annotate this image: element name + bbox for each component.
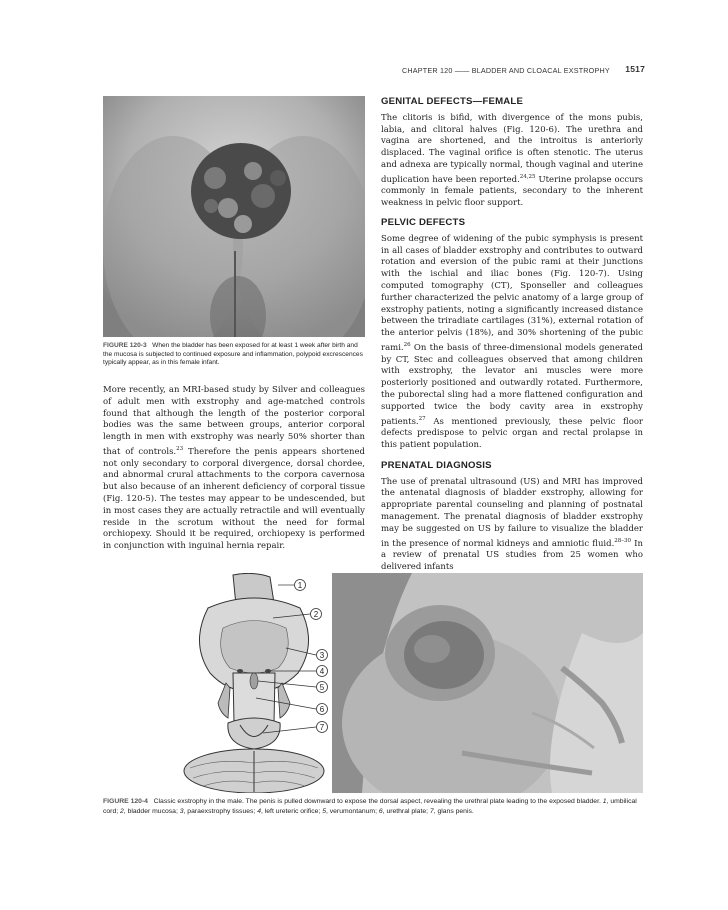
caption-text: Classic exstrophy in the male. The penis is pulled downward to expose the dorsal aspect, revealing the urethral plate leading to the exposed bladder. <box>153 798 603 805</box>
legend-number: 2 <box>120 808 124 815</box>
callout-label: 7 <box>319 723 325 732</box>
citation: 26 <box>403 341 411 348</box>
legend-text: left ureteric orifice <box>264 808 319 815</box>
figure-label: FIGURE 120-4 <box>103 798 148 805</box>
legend-number: 3 <box>179 808 184 815</box>
section-heading: PELVIC DEFECTS <box>381 217 466 228</box>
callout-label: 4 <box>319 667 325 676</box>
legend-text: verumontanum <box>329 808 376 815</box>
figure-120-3-photo <box>103 96 365 337</box>
paragraph: The clitoris is bifid, with divergence of the mons pubis, labia, and clitoral halves (Fig. 120-6). The urethra and vagina are shortened, and the introitus is anteriorly displaced. The vaginal orifice is often stenotic. The uterus and adnexa are typically normal, though vaginal and uterine duplication have been reported.$^{24,25}$ Uterine prolapse occurs commonly in female patients, secondary to the inherent weakness in pelvic floor support. <box>381 112 644 209</box>
paragraph: The use of prenatal ultrasound (US) and MRI has improved the antenatal diagnosis of bladder exstrophy, allowing for appropriate parental counseling and planning of postnatal management. The prenatal diagnosis of bladder exstrophy may be suggested on US by failure to visualize the bladder in the presence of normal kidneys and amniotic fluid.$^{28-30}$ In a review of prenatal US studies from 25 women who delivered infants <box>381 476 643 572</box>
legend-number: 4 <box>257 808 261 815</box>
legend-number: 6 <box>378 808 383 815</box>
citation: 23 <box>176 445 184 452</box>
legend-text: paraexstrophy tissues <box>187 808 254 815</box>
callout-label: 6 <box>319 705 325 714</box>
callout-label: 3 <box>319 651 325 660</box>
section-heading: GENITAL DEFECTS—FEMALE <box>381 96 524 107</box>
legend-text: umbilical cord <box>103 798 637 815</box>
callout-label: 1 <box>297 581 303 590</box>
figure-120-4-caption <box>103 797 643 817</box>
right-column-text <box>381 96 643 581</box>
legend-list: 1, umbilical cord; 2, bladder mucosa; 3, paraexstrophy tissues; 4, left ureteric orifice; 5, verumontanum; 6, urethral plate; 7, glans penis. <box>103 798 637 815</box>
figure-120-3-caption <box>103 342 365 368</box>
section-heading: PRENATAL DIAGNOSIS <box>381 459 492 471</box>
page-number: 1517 <box>625 64 645 74</box>
paragraph: Some degree of widening of the pubic symphysis is present in all cases of bladder exstrophy and contributes to outward rotation and eversion of the pubic rami at their junctions with the ischial and iliac bones (Fig. 120-7). Using computed tomography (CT), Sponseller and colleagues further characterized the pelvic anatomy of a large group of exstrophy patients, noting a significantly increased distance between the triradiate cartilages (31%), external rotation of the anterior pelvis (18%), and 30% shortening of the pubic rami.$^{26}$ On the basis of three-dimensional models generated by CT, Stec and colleagues observed that among children with exstrophy, the levator ani muscles were more posteriorly positioned and outwardly rotated. Furthermore, the puborectal sling had a more flattened configuration and supported twice the body cavity area in exstrophy patients.$^{27}$ As mentioned previously, these pelvic floor defects predispose to pelvic organ and rectal prolapse in this patient population. <box>381 233 643 450</box>
legend-text: urethral plate <box>386 808 427 815</box>
citation: 24,25 <box>519 173 536 180</box>
citation: 28–30 <box>614 537 632 544</box>
figure-120-4-photo <box>332 573 643 793</box>
exstrophy-anatomy-illustration <box>178 573 330 793</box>
figure-label: FIGURE 120-3 <box>103 342 147 349</box>
citation: 27 <box>418 415 426 422</box>
chapter-title: CHAPTER 120 —— BLADDER AND CLOACAL EXSTROPHY <box>402 66 610 75</box>
caption-text: When the bladder has been exposed for at least 1 week after birth and the mucosa is subjected to continued exposure and inflammation, polypoid excrescences typically appear, as in this female infant. <box>103 342 363 367</box>
legend-text: glans penis <box>437 808 472 815</box>
female-infant-exstrophy-photo <box>103 96 365 337</box>
legend-number: 1 <box>602 798 607 805</box>
legend-number: 7 <box>429 808 434 815</box>
figure-120-4-drawing <box>178 573 330 793</box>
male-exstrophy-photo <box>332 573 643 793</box>
legend-text: bladder mucosa <box>127 808 176 815</box>
legend-number: 5 <box>322 808 326 815</box>
left-column-text <box>103 385 365 560</box>
paragraph: More recently, an MRI-based study by Silver and colleagues of adult men with exstrophy and age-matched controls found that although the length of the posterior corporal bodies was the same between groups, anterior corporal length in men with exstrophy was nearly 50% shorter than that of controls.$^{23}$ Therefore the penis appears shortened not only secondary to corporal divergence, dorsal chordee, and abnormal crural attachments to the corpora cavernosa but also because of an inherent deficiency of corporal tissue (Fig. 120-5). The testes may appear to be undescended, but in most cases they are actually retractile and will eventually reside in the scrotum without the need for formal orchiopexy. Should it be required, orchiopexy is performed in conjunction with inguinal hernia repair. <box>103 385 365 552</box>
callout-label: 2 <box>313 610 319 619</box>
callout-label: 5 <box>319 683 325 692</box>
